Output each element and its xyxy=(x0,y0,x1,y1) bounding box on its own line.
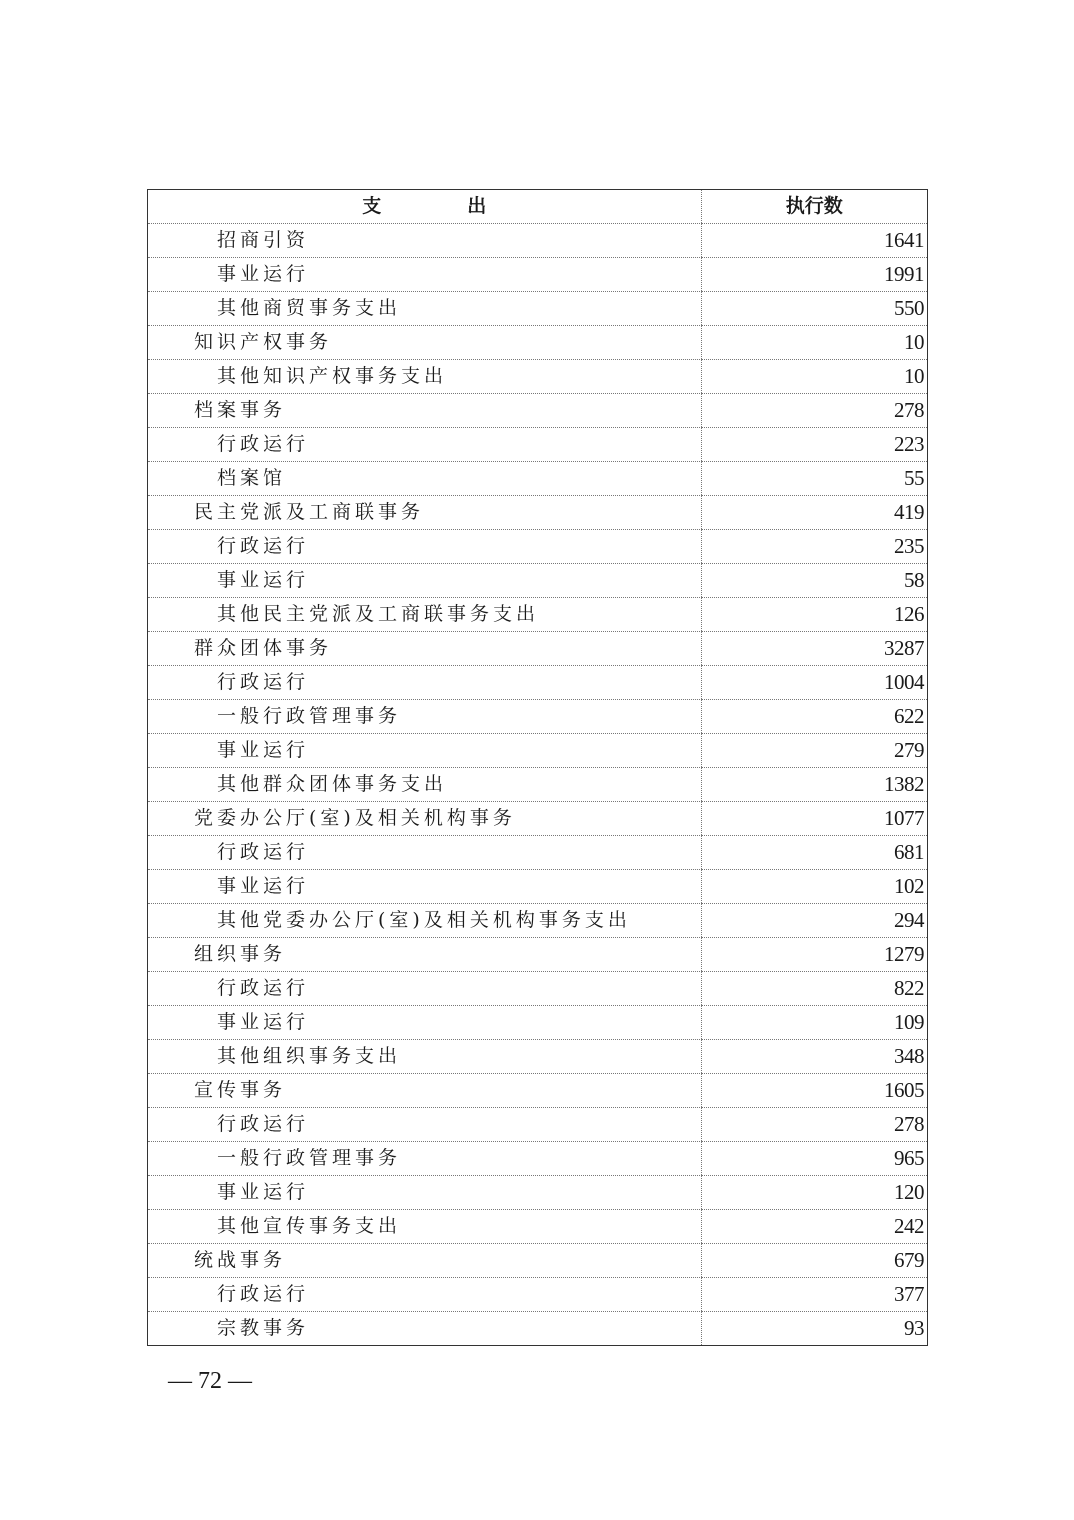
row-item-name: 一般行政管理事务 xyxy=(148,700,701,734)
row-item-name: 其他群众团体事务支出 xyxy=(148,768,701,802)
row-executed-value: 10 xyxy=(701,360,927,394)
table-header-row xyxy=(148,190,927,224)
row-executed-value: 3287 xyxy=(701,632,927,666)
header-expenditure-char-2: 出 xyxy=(467,195,487,217)
row-item-name: 民主党派及工商联事务 xyxy=(148,496,701,530)
row-executed-value: 1641 xyxy=(701,224,927,258)
row-executed-value: 10 xyxy=(701,326,927,360)
row-executed-value: 1382 xyxy=(701,768,927,802)
row-item-name: 统战事务 xyxy=(148,1244,701,1278)
table-row xyxy=(148,666,927,700)
expenditure-table-container xyxy=(147,189,928,1346)
row-item-name: 其他民主党派及工商联事务支出 xyxy=(148,598,701,632)
table-row xyxy=(148,1176,927,1210)
header-executed-amount: 执行数 xyxy=(701,190,927,224)
row-executed-value: 1991 xyxy=(701,258,927,292)
table-row xyxy=(148,700,927,734)
row-item-name: 招商引资 xyxy=(148,224,701,258)
row-item-name: 事业运行 xyxy=(148,1006,701,1040)
table-row xyxy=(148,1108,927,1142)
row-executed-value: 294 xyxy=(701,904,927,938)
row-executed-value: 223 xyxy=(701,428,927,462)
row-executed-value: 235 xyxy=(701,530,927,564)
table-row xyxy=(148,938,927,972)
table-row xyxy=(148,1040,927,1074)
table-row xyxy=(148,1210,927,1244)
row-executed-value: 1004 xyxy=(701,666,927,700)
table-row xyxy=(148,394,927,428)
row-item-name: 事业运行 xyxy=(148,734,701,768)
table-row xyxy=(148,258,927,292)
table-row xyxy=(148,360,927,394)
expenditure-table xyxy=(148,190,927,1345)
row-item-name: 宗教事务 xyxy=(217,1317,310,1339)
row-item-name: 群众团体事务 xyxy=(148,632,701,666)
row-item-name: 行政运行 xyxy=(148,1278,701,1312)
table-row xyxy=(148,1142,927,1176)
row-item-name: 事业运行 xyxy=(148,870,701,904)
row-item-name: 其他党委办公厅(室)及相关机构事务支出 xyxy=(148,904,701,938)
row-executed-value: 93 xyxy=(701,1312,927,1346)
table-row xyxy=(148,530,927,564)
row-item-name: 档案事务 xyxy=(148,394,701,428)
row-item-name: 事业运行 xyxy=(148,564,701,598)
row-item-name: 行政运行 xyxy=(148,428,701,462)
row-executed-value: 278 xyxy=(701,1108,927,1142)
page-number: — 72 — xyxy=(168,1368,252,1394)
row-item-name: 一般行政管理事务 xyxy=(148,1142,701,1176)
table-row xyxy=(148,632,927,666)
row-executed-value: 1279 xyxy=(701,938,927,972)
table-row xyxy=(148,496,927,530)
row-executed-value: 1605 xyxy=(701,1074,927,1108)
row-executed-value: 965 xyxy=(701,1142,927,1176)
row-executed-value: 681 xyxy=(701,836,927,870)
row-executed-value: 622 xyxy=(701,700,927,734)
table-row xyxy=(148,836,927,870)
table-row xyxy=(148,1006,927,1040)
row-item-name: 知识产权事务 xyxy=(148,326,701,360)
header-expenditure-char-1: 支 xyxy=(362,195,382,217)
table-row xyxy=(148,564,927,598)
table-row xyxy=(148,1278,927,1312)
table-row xyxy=(148,904,927,938)
row-executed-value: 102 xyxy=(701,870,927,904)
row-executed-value: 55 xyxy=(701,462,927,496)
row-item-name: 行政运行 xyxy=(148,836,701,870)
row-executed-value: 109 xyxy=(701,1006,927,1040)
row-executed-value: 377 xyxy=(701,1278,927,1312)
table-row xyxy=(148,802,927,836)
row-executed-value: 58 xyxy=(701,564,927,598)
table-row xyxy=(148,972,927,1006)
row-item-name: 其他宣传事务支出 xyxy=(148,1210,701,1244)
table-row xyxy=(148,462,927,496)
row-executed-value: 1077 xyxy=(701,802,927,836)
row-item-name: 事业运行 xyxy=(148,258,701,292)
header-expenditure xyxy=(148,190,701,224)
row-executed-value: 278 xyxy=(701,394,927,428)
table-row xyxy=(148,224,927,258)
row-item-name: 行政运行 xyxy=(148,972,701,1006)
table-row xyxy=(148,870,927,904)
row-executed-value: 279 xyxy=(701,734,927,768)
row-item-name: 档案馆 xyxy=(148,462,701,496)
table-row xyxy=(148,1244,927,1278)
table-row xyxy=(148,292,927,326)
row-executed-value: 126 xyxy=(701,598,927,632)
row-item-name: 组织事务 xyxy=(148,938,701,972)
row-item-name: 行政运行 xyxy=(148,1108,701,1142)
row-item-name: 其他组织事务支出 xyxy=(148,1040,701,1074)
table-row xyxy=(148,428,927,462)
row-item-name: 其他商贸事务支出 xyxy=(148,292,701,326)
row-executed-value: 550 xyxy=(701,292,927,326)
table-row xyxy=(148,598,927,632)
row-item-name: 行政运行 xyxy=(148,530,701,564)
row-executed-value: 348 xyxy=(701,1040,927,1074)
row-item-name: 宣传事务 xyxy=(148,1074,701,1108)
row-executed-value: 822 xyxy=(701,972,927,1006)
row-executed-value: 679 xyxy=(701,1244,927,1278)
table-row xyxy=(148,768,927,802)
table-row xyxy=(148,734,927,768)
table-row xyxy=(148,1074,927,1108)
table-row xyxy=(148,326,927,360)
row-executed-value: 419 xyxy=(701,496,927,530)
row-item-name: 其他知识产权事务支出 xyxy=(148,360,701,394)
row-item-name: 行政运行 xyxy=(148,666,701,700)
row-executed-value: 242 xyxy=(701,1210,927,1244)
row-item-name: 党委办公厅(室)及相关机构事务 xyxy=(148,802,701,836)
table-row xyxy=(148,1312,927,1346)
row-item-name: 事业运行 xyxy=(148,1176,701,1210)
table-body xyxy=(148,224,927,1346)
row-executed-value: 120 xyxy=(701,1176,927,1210)
